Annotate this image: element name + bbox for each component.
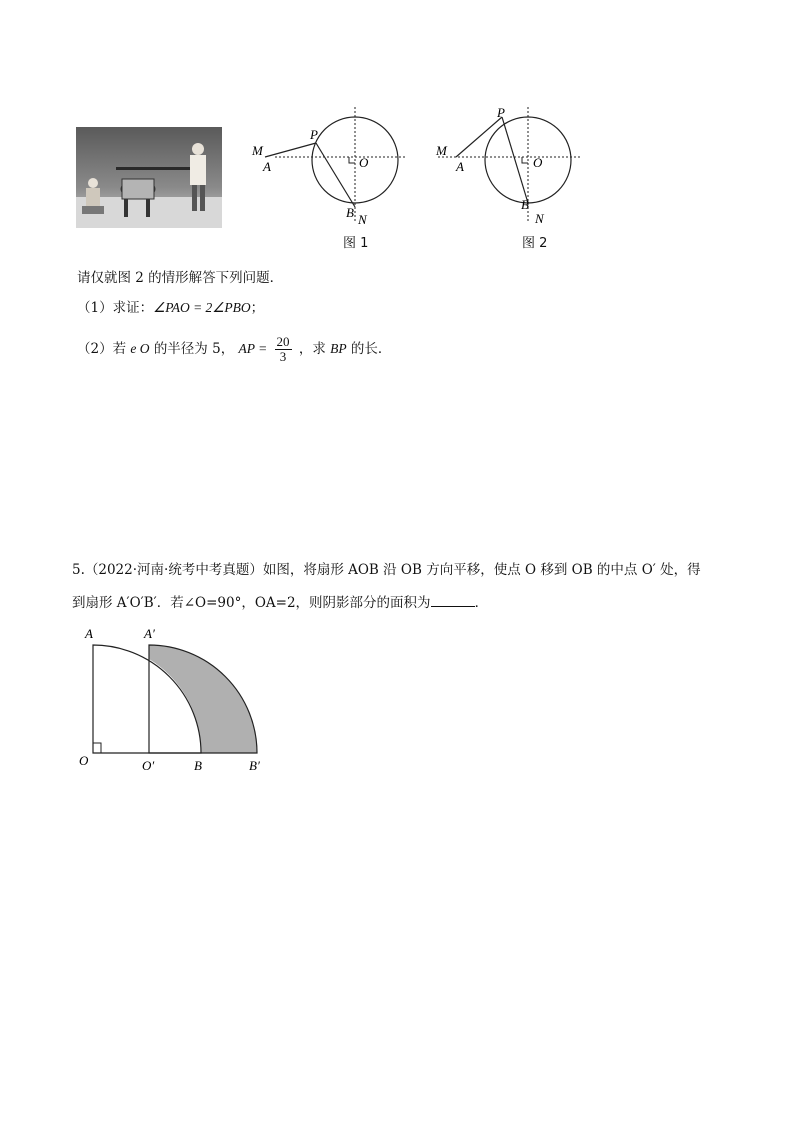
right-angle-mark [522, 157, 528, 163]
q4-intro: 请仅就图 2 的情形解答下列问题． [77, 270, 284, 286]
label-o: O [79, 753, 89, 768]
label-m: M [252, 143, 263, 158]
q4-part2-bp: BP [330, 341, 347, 356]
q4-part2-ap: AP = [238, 341, 268, 356]
label-b: B [346, 205, 354, 220]
label-b-prime: B′ [249, 758, 260, 773]
q4-part2-mid: 的半径为 5， [153, 341, 235, 357]
q4-part2-suffix: ，求 [298, 341, 326, 357]
fraction-20-3 [275, 335, 292, 364]
label-p: P [497, 105, 505, 120]
q4-part1-formula: ∠PAO = 2∠PBO [153, 300, 251, 315]
right-angle-mark [93, 743, 101, 753]
q4-part2-prefix: （2）若 [77, 341, 127, 357]
q4-part2-end: 的长． [350, 341, 392, 357]
label-o: O [359, 155, 369, 170]
q5-line2-main: 到扇形 A′O′B′．若∠O=90°，OA=2，则阴影部分的面积为 [72, 595, 431, 611]
q5-line2 [72, 592, 488, 613]
segment-ap [456, 117, 502, 157]
label-n: N [535, 211, 544, 226]
segment-pb [502, 117, 528, 203]
q4-part1-suffix: ； [250, 300, 265, 316]
fraction-numerator: 20 [276, 334, 290, 349]
label-a: A [85, 626, 93, 641]
figure-2-caption: 图 2 [522, 236, 548, 251]
craftsmen-photo [76, 127, 222, 228]
label-a-prime: A′ [144, 626, 155, 641]
figure-1-caption: 图 1 [343, 236, 369, 251]
q4-part1 [77, 298, 264, 318]
label-a: A [456, 159, 464, 174]
label-o-prime: O′ [142, 758, 155, 773]
figure-2-diagram [428, 105, 588, 230]
shaded-region [149, 645, 257, 753]
label-n: N [358, 212, 367, 227]
figure-1-diagram [245, 105, 415, 230]
label-m: M [436, 143, 447, 158]
segment-ap [265, 143, 316, 157]
answer-blank [431, 592, 475, 607]
label-o: O [533, 155, 543, 170]
fraction-denominator: 3 [279, 349, 287, 364]
right-angle-mark [349, 157, 355, 163]
label-p: P [310, 127, 318, 142]
sector-translation-diagram [74, 622, 274, 774]
segment-pb [316, 143, 355, 207]
label-a: A [263, 159, 271, 174]
q5-line2-end: ． [474, 595, 489, 611]
label-b: B [521, 197, 529, 212]
q4-part2 [77, 330, 391, 368]
q5-line1: 5.（2022·河南·统考中考真题）如图，将扇形 AOB 沿 OB 方向平移，使点 O 移到 OB 的中点 O′ 处，得 [72, 562, 701, 578]
q4-part2-circle: e O [130, 341, 150, 356]
q4-part1-prefix: （1）求证： [77, 300, 154, 316]
label-b: B [194, 758, 202, 773]
